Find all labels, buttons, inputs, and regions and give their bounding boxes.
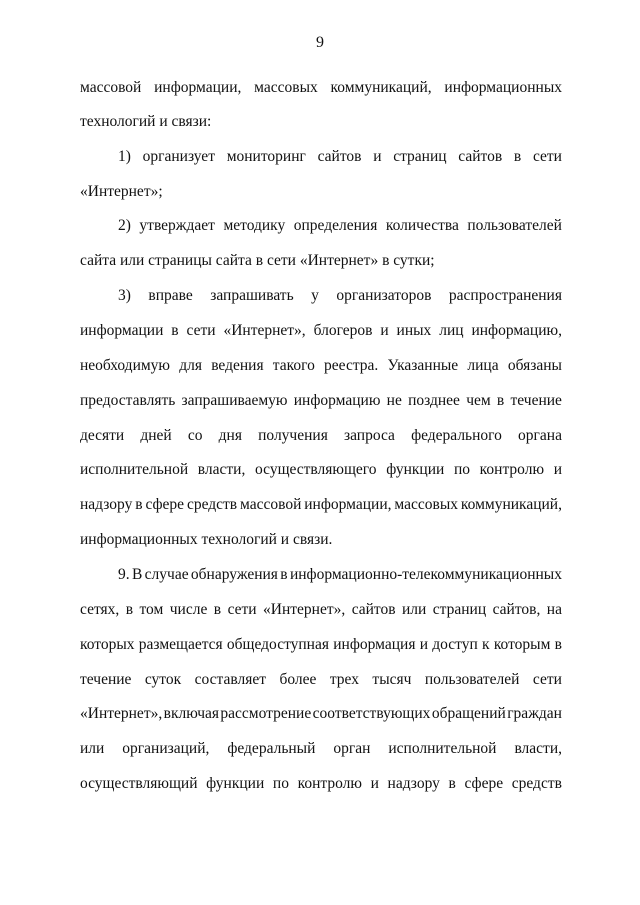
text-line: массовой информации, массовых коммуникаций, информационных (80, 79, 562, 96)
text-line: 1) организует мониторинг сайтов и страниц сайтов в сети (118, 148, 562, 165)
text-line: исполнительной власти, осуществляющего функции по контролю и (80, 461, 562, 478)
page-number: 9 (316, 34, 324, 51)
text-line: информации в сети «Интернет», блогеров и иных лиц информацию, (80, 322, 562, 339)
text-line: 3) вправе запрашивать у организаторов распространения (118, 287, 562, 304)
text-line: необходимую для ведения такого реестра. Указанные лица обязаны (80, 357, 562, 374)
text-line: которых размещается общедоступная информация и доступ к которым в (80, 636, 562, 653)
text-line: или организаций, федеральный орган исполнительной власти, (80, 740, 562, 757)
text-line: десяти дней со дня получения запроса федерального органа (80, 427, 562, 444)
text-line: предоставлять запрашиваемую информацию не позднее чем в течение (80, 392, 562, 409)
text-line: надзору в сфере средств массовой информации, массовых коммуникаций, (80, 496, 562, 513)
text-line: технологий и связи: (80, 113, 212, 130)
text-line: сетях, в том числе в сети «Интернет», сайтов или страниц сайтов, на (80, 601, 562, 618)
text-line: течение суток составляет более трех тысяч пользователей сети (80, 671, 562, 688)
text-line: сайта или страницы сайта в сети «Интернет» в сутки; (80, 252, 435, 269)
text-line: осуществляющий функции по контролю и надзору в сфере средств (80, 775, 562, 792)
text-line: «Интернет», включая рассмотрение соответствующих обращений граждан (80, 705, 562, 722)
text-line: информационных технологий и связи. (80, 531, 333, 548)
text-line: 2) утверждает методику определения количества пользователей (118, 217, 562, 234)
text-line: «Интернет»; (80, 183, 163, 200)
text-line: 9. В случае обнаружения в информационно-телекоммуникационных (118, 566, 562, 583)
